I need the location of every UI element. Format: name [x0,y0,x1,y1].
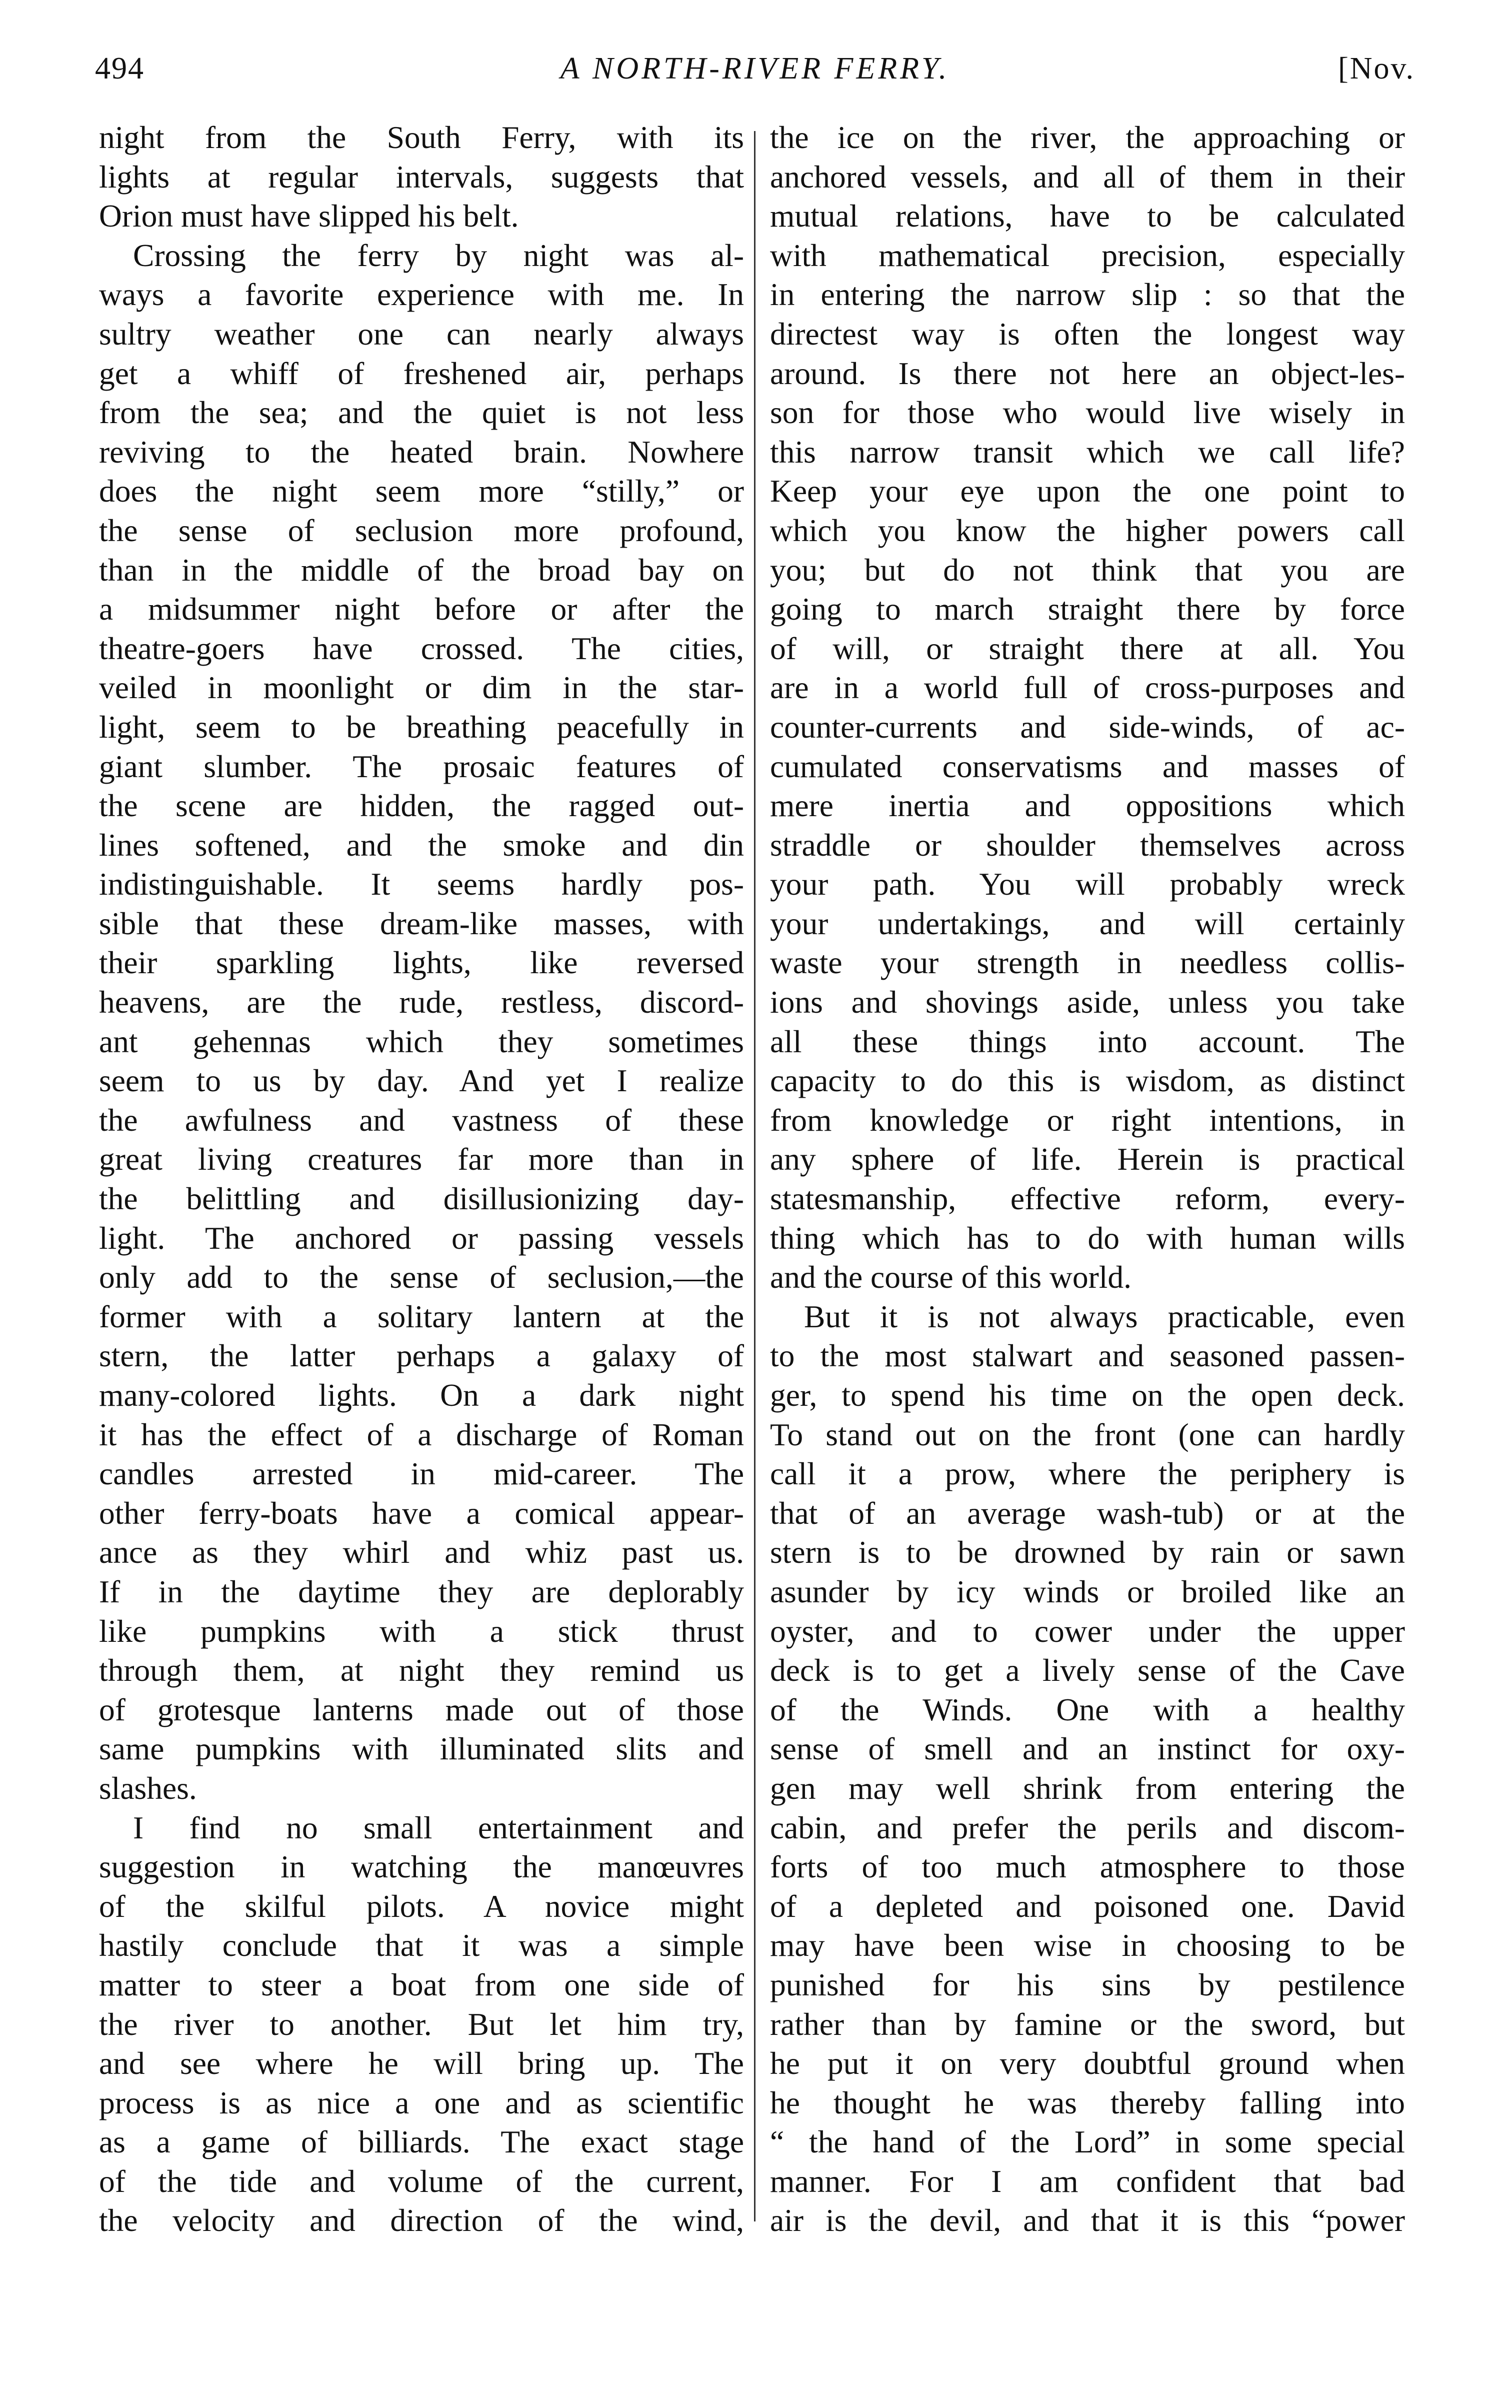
text-line: punished for his sins by pestilence [770,1966,1405,2002]
text-line: this narrow transit which we call life? [770,434,1405,470]
text-column-right [770,118,1405,2240]
text-line: and the course of this world. [770,1259,1132,1295]
text-line: the sense of seclusion more profound, [99,512,744,548]
text-line: sense of smell and an instinct for oxy- [770,1731,1405,1767]
text-line: light, seem to be breathing peacefully in [99,709,744,745]
text-line: cabin, and prefer the perils and discom- [770,1809,1405,1845]
text-line: Orion must have slipped his belt. [99,198,519,234]
text-line: only add to the sense of seclusion,—the [99,1259,744,1295]
text-line: ant gehennas which they sometimes [99,1023,744,1059]
text-line: of a depleted and poisoned one. David [770,1888,1405,1924]
text-line: process is as nice a one and as scientific [99,2084,744,2120]
text-line: the awfulness and vastness of these [99,1102,744,1138]
issue-month: [Nov. [1338,52,1415,86]
text-line: through them, at night they remind us [99,1652,744,1688]
text-line: sultry weather one can nearly always [99,316,744,352]
text-line: a midsummer night before or after the [99,591,744,627]
text-line: same pumpkins with illuminated slits and [99,1731,744,1767]
text-line: of the tide and volume of the current, [99,2163,744,2199]
text-line: as a game of billiards. The exact stage [99,2124,744,2160]
text-line: lights at regular intervals, suggests that [99,159,744,195]
text-line: any sphere of life. Herein is practical [770,1141,1405,1177]
text-line: rather than by famine or the sword, but [770,2006,1405,2042]
text-line: in entering the narrow slip : so that the [770,277,1405,313]
text-line: you; but do not think that you are [770,552,1405,588]
text-line: indistinguishable. It seems hardly pos- [99,866,744,902]
text-line: oyster, and to cower under the upper [770,1613,1405,1649]
text-line: sible that these dream-like masses, with [99,905,744,941]
text-line: gen may well shrink from entering the [770,1770,1405,1806]
text-line: their sparkling lights, like reversed [99,945,744,981]
text-line: mere inertia and oppositions which [770,788,1405,824]
text-line: Keep your eye upon the one point to [770,473,1405,509]
text-line: thing which has to do with human wills [770,1220,1405,1256]
text-line: veiled in moonlight or dim in the star- [99,670,744,706]
text-line: with mathematical precision, especially [770,237,1405,273]
text-line: directest way is often the longest way [770,316,1405,352]
text-line: night from the South Ferry, with its [99,120,744,155]
text-line: the river to another. But let him try, [99,2006,744,2042]
text-line: great living creatures far more than in [99,1141,744,1177]
text-line: get a whiff of freshened air, perhaps [99,355,744,391]
text-line: anchored vessels, and all of them in their [770,159,1405,195]
text-line: “ the hand of the Lord” in some special [770,2124,1405,2160]
text-line: mutual relations, have to be calculated [770,198,1405,234]
text-line: the velocity and direction of the wind, [99,2202,744,2238]
text-line: waste your strength in needless collis- [770,945,1405,981]
text-line: air is the devil, and that it is this “power [770,2202,1405,2238]
text-line: the ice on the river, the approaching or [770,120,1405,155]
text-line: theatre-goers have crossed. The cities, [99,630,744,666]
text-line: manner. For I am confident that bad [770,2163,1405,2199]
text-line: Crossing the ferry by night was al- [133,237,744,273]
text-line: hastily conclude that it was a simple [99,1927,744,1963]
text-line: slashes. [99,1770,197,1806]
text-line: ance as they whirl and whiz past us. [99,1534,744,1570]
text-line: stern is to be drowned by rain or sawn [770,1534,1405,1570]
text-line: of will, or straight there at all. You [770,630,1405,666]
text-line: of the skilful pilots. A novice might [99,1888,744,1924]
text-line: your path. You will probably wreck [770,866,1405,902]
text-line: forts of too much atmosphere to those [770,1849,1405,1885]
text-line: If in the daytime they are deplorably [99,1573,744,1609]
text-line: But it is not always practicable, even [804,1298,1405,1334]
text-line: he thought he was thereby falling into [770,2084,1405,2120]
text-column-left [99,118,744,2240]
text-line: stern, the latter perhaps a galaxy of [99,1338,744,1374]
text-line: ions and shovings aside, unless you take [770,984,1405,1020]
text-line: giant slumber. The prosaic features of [99,748,744,784]
text-line: seem to us by day. And yet I realize [99,1063,744,1099]
running-head [95,46,1415,91]
page-number: 494 [95,52,144,86]
text-line: ways a favorite experience with me. In [99,277,744,313]
text-line: lines softened, and the smoke and din [99,827,744,863]
text-line: does the night seem more “stilly,” or [99,473,744,509]
text-line: the scene are hidden, the ragged out- [99,788,744,824]
text-line: than in the middle of the broad bay on [99,552,744,588]
text-line: may have been wise in choosing to be [770,1927,1405,1963]
text-line: suggestion in watching the manœuvres [99,1849,744,1885]
text-line: ger, to spend his time on the open deck. [770,1377,1405,1413]
text-line: candles arrested in mid-career. The [99,1456,744,1492]
text-line: of the Winds. One with a healthy [770,1691,1405,1727]
text-line: going to march straight there by force [770,591,1405,627]
text-line: are in a world full of cross-purposes and [770,670,1405,706]
text-line: other ferry-boats have a comical appear- [99,1495,744,1531]
text-line: matter to steer a boat from one side of [99,1966,744,2002]
text-line: of grotesque lanterns made out of those [99,1691,744,1727]
text-line: to the most stalwart and seasoned passen- [770,1338,1405,1374]
text-line: that of an average wash-tub) or at the [770,1495,1405,1531]
text-line: reviving to the heated brain. Nowhere [99,434,744,470]
text-line: asunder by icy winds or broiled like an [770,1573,1405,1609]
text-line: straddle or shoulder themselves across [770,827,1405,863]
text-line: many-colored lights. On a dark night [99,1377,744,1413]
text-line: capacity to do this is wisdom, as distinct [770,1063,1405,1099]
text-line: your undertakings, and will certainly [770,905,1405,941]
text-line: statesmanship, effective reform, every- [770,1181,1405,1217]
text-line: the belittling and disillusionizing day- [99,1181,744,1217]
text-line: deck is to get a lively sense of the Cave [770,1652,1405,1688]
text-line: counter-currents and side-winds, of ac- [770,709,1405,745]
text-line: which you know the higher powers call [770,512,1405,548]
text-line: cumulated conservatisms and masses of [770,748,1405,784]
text-line: light. The anchored or passing vessels [99,1220,744,1256]
text-line: former with a solitary lantern at the [99,1298,744,1334]
text-line: from knowledge or right intentions, in [770,1102,1405,1138]
text-line: I find no small entertainment and [133,1809,744,1845]
text-line: and see where he will bring up. The [99,2045,744,2081]
text-line: like pumpkins with a stick thrust [99,1613,744,1649]
text-line: it has the effect of a discharge of Roman [99,1416,744,1452]
text-line: call it a prow, where the periphery is [770,1456,1405,1492]
text-line: all these things into account. The [770,1023,1405,1059]
column-divider [754,131,756,2221]
text-line: he put it on very doubtful ground when [770,2045,1405,2081]
running-title: A NORTH-RIVER FERRY. [560,52,950,86]
text-line: son for those who would live wisely in [770,395,1405,431]
text-line: heavens, are the rude, restless, discord- [99,984,744,1020]
text-line: To stand out on the front (one can hardly [770,1416,1405,1452]
text-line: from the sea; and the quiet is not less [99,395,744,431]
text-line: around. Is there not here an object-les- [770,355,1405,391]
